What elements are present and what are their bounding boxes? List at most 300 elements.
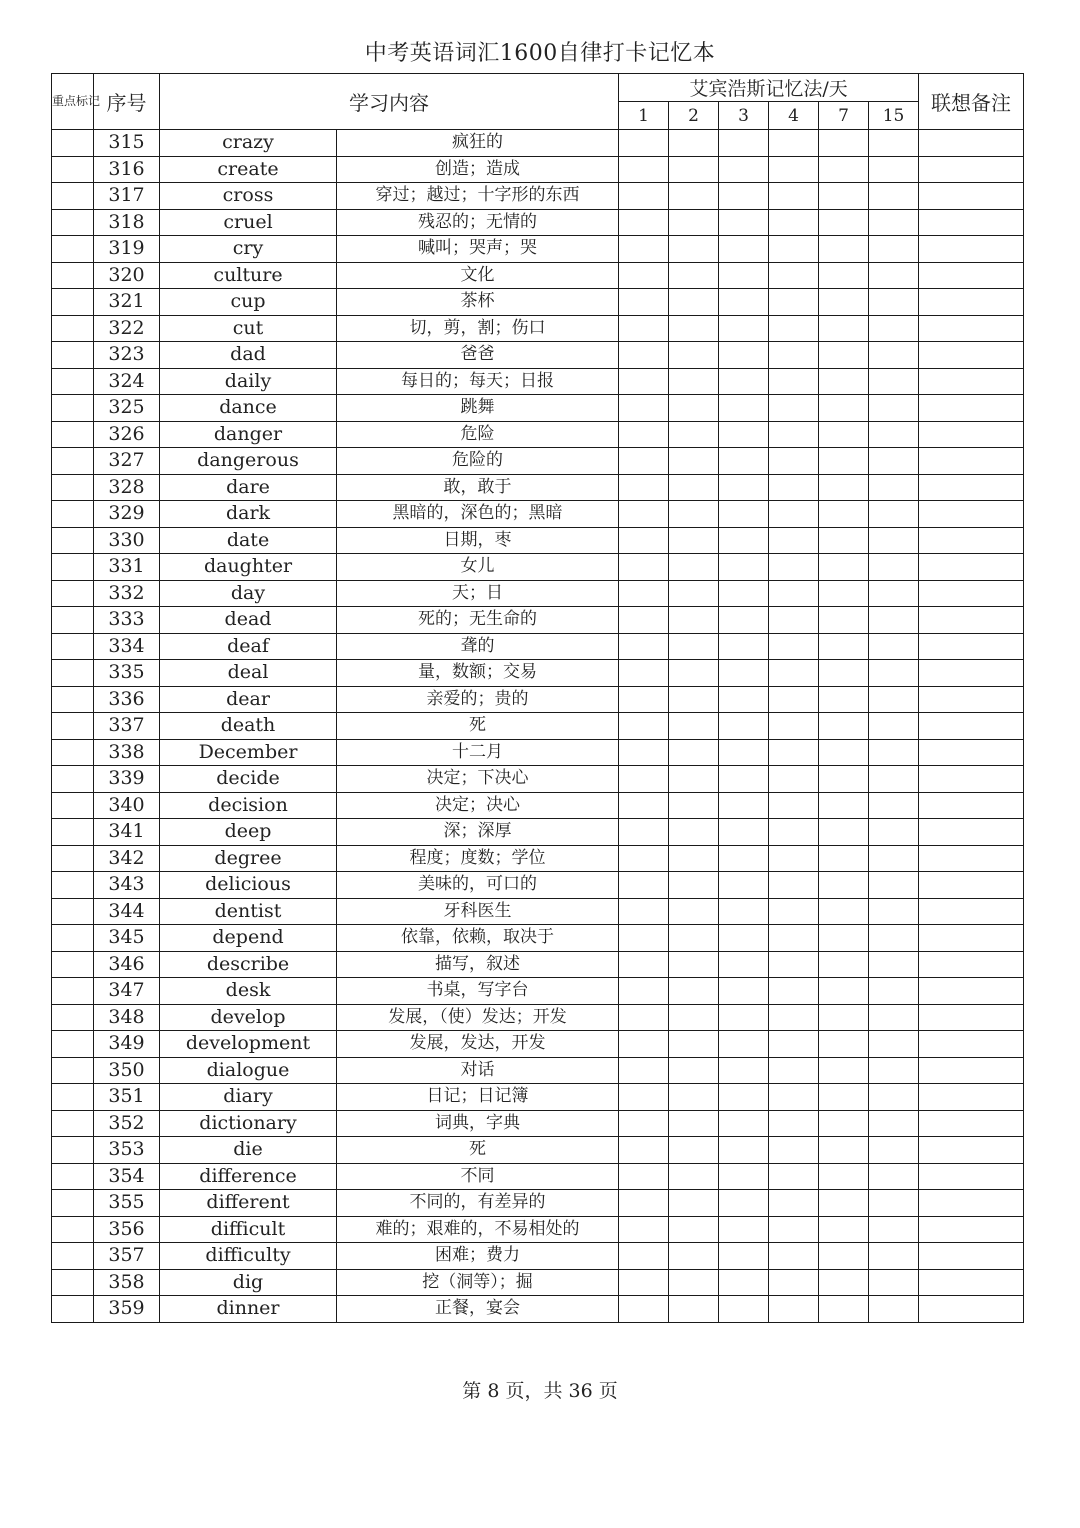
- checkin-cell-day-4[interactable]: [769, 1110, 819, 1137]
- notes-cell[interactable]: [919, 209, 1024, 236]
- checkin-cell-day-7[interactable]: [819, 421, 869, 448]
- mark-cell[interactable]: [52, 474, 94, 501]
- mark-cell[interactable]: [52, 527, 94, 554]
- checkin-cell-day-1[interactable]: [619, 527, 669, 554]
- checkin-cell-day-3[interactable]: [719, 925, 769, 952]
- mark-cell[interactable]: [52, 739, 94, 766]
- checkin-cell-day-3[interactable]: [719, 183, 769, 210]
- checkin-cell-day-7[interactable]: [819, 713, 869, 740]
- notes-cell[interactable]: [919, 315, 1024, 342]
- checkin-cell-day-7[interactable]: [819, 209, 869, 236]
- checkin-cell-day-1[interactable]: [619, 1216, 669, 1243]
- checkin-cell-day-15[interactable]: [869, 554, 919, 581]
- checkin-cell-day-4[interactable]: [769, 501, 819, 528]
- checkin-cell-day-15[interactable]: [869, 342, 919, 369]
- notes-cell[interactable]: [919, 1296, 1024, 1323]
- checkin-cell-day-7[interactable]: [819, 262, 869, 289]
- checkin-cell-day-15[interactable]: [869, 1269, 919, 1296]
- checkin-cell-day-3[interactable]: [719, 1216, 769, 1243]
- mark-cell[interactable]: [52, 607, 94, 634]
- notes-cell[interactable]: [919, 845, 1024, 872]
- checkin-cell-day-7[interactable]: [819, 130, 869, 157]
- checkin-cell-day-7[interactable]: [819, 898, 869, 925]
- checkin-cell-day-4[interactable]: [769, 342, 819, 369]
- mark-cell[interactable]: [52, 448, 94, 475]
- checkin-cell-day-15[interactable]: [869, 1084, 919, 1111]
- notes-cell[interactable]: [919, 978, 1024, 1005]
- checkin-cell-day-2[interactable]: [669, 845, 719, 872]
- checkin-cell-day-15[interactable]: [869, 395, 919, 422]
- checkin-cell-day-2[interactable]: [669, 660, 719, 687]
- checkin-cell-day-4[interactable]: [769, 474, 819, 501]
- checkin-cell-day-2[interactable]: [669, 607, 719, 634]
- checkin-cell-day-2[interactable]: [669, 819, 719, 846]
- checkin-cell-day-15[interactable]: [869, 1163, 919, 1190]
- checkin-cell-day-7[interactable]: [819, 792, 869, 819]
- checkin-cell-day-3[interactable]: [719, 792, 769, 819]
- checkin-cell-day-15[interactable]: [869, 607, 919, 634]
- checkin-cell-day-7[interactable]: [819, 1163, 869, 1190]
- notes-cell[interactable]: [919, 819, 1024, 846]
- checkin-cell-day-3[interactable]: [719, 474, 769, 501]
- checkin-cell-day-7[interactable]: [819, 395, 869, 422]
- checkin-cell-day-3[interactable]: [719, 1137, 769, 1164]
- checkin-cell-day-1[interactable]: [619, 1031, 669, 1058]
- mark-cell[interactable]: [52, 236, 94, 263]
- checkin-cell-day-2[interactable]: [669, 1004, 719, 1031]
- checkin-cell-day-3[interactable]: [719, 209, 769, 236]
- checkin-cell-day-7[interactable]: [819, 978, 869, 1005]
- checkin-cell-day-1[interactable]: [619, 342, 669, 369]
- mark-cell[interactable]: [52, 554, 94, 581]
- checkin-cell-day-4[interactable]: [769, 978, 819, 1005]
- checkin-cell-day-2[interactable]: [669, 713, 719, 740]
- checkin-cell-day-1[interactable]: [619, 1269, 669, 1296]
- checkin-cell-day-2[interactable]: [669, 236, 719, 263]
- checkin-cell-day-3[interactable]: [719, 262, 769, 289]
- mark-cell[interactable]: [52, 1031, 94, 1058]
- checkin-cell-day-3[interactable]: [719, 660, 769, 687]
- mark-cell[interactable]: [52, 819, 94, 846]
- checkin-cell-day-1[interactable]: [619, 1110, 669, 1137]
- checkin-cell-day-7[interactable]: [819, 1190, 869, 1217]
- checkin-cell-day-2[interactable]: [669, 156, 719, 183]
- checkin-cell-day-1[interactable]: [619, 633, 669, 660]
- checkin-cell-day-1[interactable]: [619, 792, 669, 819]
- checkin-cell-day-7[interactable]: [819, 633, 869, 660]
- checkin-cell-day-2[interactable]: [669, 474, 719, 501]
- checkin-cell-day-3[interactable]: [719, 368, 769, 395]
- checkin-cell-day-1[interactable]: [619, 739, 669, 766]
- mark-cell[interactable]: [52, 845, 94, 872]
- checkin-cell-day-1[interactable]: [619, 951, 669, 978]
- mark-cell[interactable]: [52, 262, 94, 289]
- checkin-cell-day-15[interactable]: [869, 183, 919, 210]
- mark-cell[interactable]: [52, 925, 94, 952]
- mark-cell[interactable]: [52, 766, 94, 793]
- checkin-cell-day-7[interactable]: [819, 607, 869, 634]
- mark-cell[interactable]: [52, 1084, 94, 1111]
- notes-cell[interactable]: [919, 262, 1024, 289]
- checkin-cell-day-15[interactable]: [869, 792, 919, 819]
- mark-cell[interactable]: [52, 898, 94, 925]
- notes-cell[interactable]: [919, 1057, 1024, 1084]
- checkin-cell-day-4[interactable]: [769, 792, 819, 819]
- checkin-cell-day-15[interactable]: [869, 1110, 919, 1137]
- checkin-cell-day-3[interactable]: [719, 872, 769, 899]
- checkin-cell-day-3[interactable]: [719, 1163, 769, 1190]
- checkin-cell-day-15[interactable]: [869, 580, 919, 607]
- checkin-cell-day-4[interactable]: [769, 1296, 819, 1323]
- checkin-cell-day-2[interactable]: [669, 527, 719, 554]
- notes-cell[interactable]: [919, 342, 1024, 369]
- checkin-cell-day-2[interactable]: [669, 1269, 719, 1296]
- checkin-cell-day-1[interactable]: [619, 872, 669, 899]
- mark-cell[interactable]: [52, 713, 94, 740]
- checkin-cell-day-15[interactable]: [869, 315, 919, 342]
- checkin-cell-day-1[interactable]: [619, 183, 669, 210]
- mark-cell[interactable]: [52, 1243, 94, 1270]
- checkin-cell-day-3[interactable]: [719, 1243, 769, 1270]
- checkin-cell-day-4[interactable]: [769, 395, 819, 422]
- mark-cell[interactable]: [52, 421, 94, 448]
- checkin-cell-day-4[interactable]: [769, 1190, 819, 1217]
- mark-cell[interactable]: [52, 1190, 94, 1217]
- checkin-cell-day-4[interactable]: [769, 421, 819, 448]
- checkin-cell-day-2[interactable]: [669, 925, 719, 952]
- checkin-cell-day-1[interactable]: [619, 474, 669, 501]
- checkin-cell-day-3[interactable]: [719, 633, 769, 660]
- checkin-cell-day-3[interactable]: [719, 607, 769, 634]
- checkin-cell-day-15[interactable]: [869, 845, 919, 872]
- checkin-cell-day-1[interactable]: [619, 236, 669, 263]
- checkin-cell-day-7[interactable]: [819, 236, 869, 263]
- checkin-cell-day-7[interactable]: [819, 156, 869, 183]
- mark-cell[interactable]: [52, 1137, 94, 1164]
- checkin-cell-day-1[interactable]: [619, 315, 669, 342]
- checkin-cell-day-3[interactable]: [719, 1004, 769, 1031]
- checkin-cell-day-7[interactable]: [819, 1137, 869, 1164]
- checkin-cell-day-4[interactable]: [769, 872, 819, 899]
- notes-cell[interactable]: [919, 607, 1024, 634]
- checkin-cell-day-7[interactable]: [819, 660, 869, 687]
- checkin-cell-day-4[interactable]: [769, 766, 819, 793]
- checkin-cell-day-4[interactable]: [769, 1004, 819, 1031]
- checkin-cell-day-15[interactable]: [869, 872, 919, 899]
- checkin-cell-day-1[interactable]: [619, 1190, 669, 1217]
- checkin-cell-day-1[interactable]: [619, 1296, 669, 1323]
- checkin-cell-day-7[interactable]: [819, 1057, 869, 1084]
- checkin-cell-day-15[interactable]: [869, 1243, 919, 1270]
- checkin-cell-day-7[interactable]: [819, 951, 869, 978]
- checkin-cell-day-7[interactable]: [819, 1084, 869, 1111]
- checkin-cell-day-2[interactable]: [669, 289, 719, 316]
- checkin-cell-day-3[interactable]: [719, 315, 769, 342]
- mark-cell[interactable]: [52, 130, 94, 157]
- checkin-cell-day-1[interactable]: [619, 395, 669, 422]
- checkin-cell-day-2[interactable]: [669, 1243, 719, 1270]
- checkin-cell-day-4[interactable]: [769, 130, 819, 157]
- checkin-cell-day-3[interactable]: [719, 580, 769, 607]
- notes-cell[interactable]: [919, 792, 1024, 819]
- notes-cell[interactable]: [919, 580, 1024, 607]
- checkin-cell-day-3[interactable]: [719, 527, 769, 554]
- checkin-cell-day-3[interactable]: [719, 766, 769, 793]
- checkin-cell-day-15[interactable]: [869, 898, 919, 925]
- checkin-cell-day-1[interactable]: [619, 607, 669, 634]
- checkin-cell-day-2[interactable]: [669, 1057, 719, 1084]
- mark-cell[interactable]: [52, 872, 94, 899]
- checkin-cell-day-3[interactable]: [719, 554, 769, 581]
- notes-cell[interactable]: [919, 925, 1024, 952]
- checkin-cell-day-15[interactable]: [869, 130, 919, 157]
- mark-cell[interactable]: [52, 1163, 94, 1190]
- checkin-cell-day-7[interactable]: [819, 1243, 869, 1270]
- checkin-cell-day-4[interactable]: [769, 527, 819, 554]
- checkin-cell-day-4[interactable]: [769, 1031, 819, 1058]
- checkin-cell-day-2[interactable]: [669, 686, 719, 713]
- checkin-cell-day-3[interactable]: [719, 1296, 769, 1323]
- checkin-cell-day-7[interactable]: [819, 474, 869, 501]
- checkin-cell-day-1[interactable]: [619, 925, 669, 952]
- checkin-cell-day-2[interactable]: [669, 1216, 719, 1243]
- notes-cell[interactable]: [919, 686, 1024, 713]
- checkin-cell-day-3[interactable]: [719, 236, 769, 263]
- checkin-cell-day-1[interactable]: [619, 766, 669, 793]
- notes-cell[interactable]: [919, 395, 1024, 422]
- checkin-cell-day-2[interactable]: [669, 501, 719, 528]
- checkin-cell-day-7[interactable]: [819, 183, 869, 210]
- notes-cell[interactable]: [919, 713, 1024, 740]
- checkin-cell-day-3[interactable]: [719, 739, 769, 766]
- checkin-cell-day-7[interactable]: [819, 342, 869, 369]
- checkin-cell-day-15[interactable]: [869, 633, 919, 660]
- checkin-cell-day-4[interactable]: [769, 951, 819, 978]
- checkin-cell-day-4[interactable]: [769, 554, 819, 581]
- checkin-cell-day-7[interactable]: [819, 1296, 869, 1323]
- checkin-cell-day-4[interactable]: [769, 633, 819, 660]
- checkin-cell-day-7[interactable]: [819, 448, 869, 475]
- checkin-cell-day-2[interactable]: [669, 1031, 719, 1058]
- checkin-cell-day-1[interactable]: [619, 1137, 669, 1164]
- checkin-cell-day-15[interactable]: [869, 951, 919, 978]
- checkin-cell-day-3[interactable]: [719, 713, 769, 740]
- checkin-cell-day-2[interactable]: [669, 898, 719, 925]
- notes-cell[interactable]: [919, 156, 1024, 183]
- checkin-cell-day-3[interactable]: [719, 342, 769, 369]
- checkin-cell-day-15[interactable]: [869, 1296, 919, 1323]
- checkin-cell-day-15[interactable]: [869, 686, 919, 713]
- checkin-cell-day-4[interactable]: [769, 289, 819, 316]
- checkin-cell-day-4[interactable]: [769, 1137, 819, 1164]
- checkin-cell-day-2[interactable]: [669, 1110, 719, 1137]
- mark-cell[interactable]: [52, 1269, 94, 1296]
- checkin-cell-day-4[interactable]: [769, 1216, 819, 1243]
- checkin-cell-day-7[interactable]: [819, 501, 869, 528]
- checkin-cell-day-15[interactable]: [869, 739, 919, 766]
- notes-cell[interactable]: [919, 872, 1024, 899]
- checkin-cell-day-1[interactable]: [619, 448, 669, 475]
- checkin-cell-day-7[interactable]: [819, 739, 869, 766]
- checkin-cell-day-3[interactable]: [719, 978, 769, 1005]
- notes-cell[interactable]: [919, 501, 1024, 528]
- checkin-cell-day-2[interactable]: [669, 1163, 719, 1190]
- notes-cell[interactable]: [919, 1190, 1024, 1217]
- checkin-cell-day-2[interactable]: [669, 766, 719, 793]
- checkin-cell-day-4[interactable]: [769, 660, 819, 687]
- checkin-cell-day-2[interactable]: [669, 183, 719, 210]
- mark-cell[interactable]: [52, 183, 94, 210]
- checkin-cell-day-7[interactable]: [819, 580, 869, 607]
- checkin-cell-day-15[interactable]: [869, 660, 919, 687]
- checkin-cell-day-3[interactable]: [719, 845, 769, 872]
- checkin-cell-day-4[interactable]: [769, 1057, 819, 1084]
- notes-cell[interactable]: [919, 527, 1024, 554]
- checkin-cell-day-3[interactable]: [719, 130, 769, 157]
- checkin-cell-day-3[interactable]: [719, 289, 769, 316]
- checkin-cell-day-15[interactable]: [869, 156, 919, 183]
- checkin-cell-day-7[interactable]: [819, 315, 869, 342]
- mark-cell[interactable]: [52, 951, 94, 978]
- notes-cell[interactable]: [919, 448, 1024, 475]
- checkin-cell-day-15[interactable]: [869, 925, 919, 952]
- checkin-cell-day-2[interactable]: [669, 1137, 719, 1164]
- checkin-cell-day-3[interactable]: [719, 448, 769, 475]
- checkin-cell-day-1[interactable]: [619, 1057, 669, 1084]
- checkin-cell-day-2[interactable]: [669, 315, 719, 342]
- checkin-cell-day-3[interactable]: [719, 1084, 769, 1111]
- checkin-cell-day-4[interactable]: [769, 1163, 819, 1190]
- checkin-cell-day-15[interactable]: [869, 209, 919, 236]
- checkin-cell-day-3[interactable]: [719, 421, 769, 448]
- checkin-cell-day-4[interactable]: [769, 819, 819, 846]
- checkin-cell-day-1[interactable]: [619, 686, 669, 713]
- checkin-cell-day-2[interactable]: [669, 1084, 719, 1111]
- checkin-cell-day-2[interactable]: [669, 978, 719, 1005]
- checkin-cell-day-4[interactable]: [769, 686, 819, 713]
- checkin-cell-day-15[interactable]: [869, 978, 919, 1005]
- checkin-cell-day-7[interactable]: [819, 1269, 869, 1296]
- notes-cell[interactable]: [919, 183, 1024, 210]
- checkin-cell-day-2[interactable]: [669, 130, 719, 157]
- checkin-cell-day-1[interactable]: [619, 130, 669, 157]
- checkin-cell-day-4[interactable]: [769, 925, 819, 952]
- checkin-cell-day-4[interactable]: [769, 1269, 819, 1296]
- checkin-cell-day-3[interactable]: [719, 1057, 769, 1084]
- checkin-cell-day-4[interactable]: [769, 739, 819, 766]
- checkin-cell-day-1[interactable]: [619, 368, 669, 395]
- checkin-cell-day-1[interactable]: [619, 819, 669, 846]
- mark-cell[interactable]: [52, 686, 94, 713]
- mark-cell[interactable]: [52, 792, 94, 819]
- notes-cell[interactable]: [919, 766, 1024, 793]
- notes-cell[interactable]: [919, 421, 1024, 448]
- checkin-cell-day-2[interactable]: [669, 739, 719, 766]
- checkin-cell-day-15[interactable]: [869, 766, 919, 793]
- mark-cell[interactable]: [52, 633, 94, 660]
- checkin-cell-day-3[interactable]: [719, 951, 769, 978]
- checkin-cell-day-2[interactable]: [669, 951, 719, 978]
- checkin-cell-day-7[interactable]: [819, 1110, 869, 1137]
- notes-cell[interactable]: [919, 1110, 1024, 1137]
- checkin-cell-day-4[interactable]: [769, 209, 819, 236]
- checkin-cell-day-1[interactable]: [619, 845, 669, 872]
- checkin-cell-day-3[interactable]: [719, 156, 769, 183]
- notes-cell[interactable]: [919, 1004, 1024, 1031]
- mark-cell[interactable]: [52, 368, 94, 395]
- checkin-cell-day-7[interactable]: [819, 1004, 869, 1031]
- checkin-cell-day-15[interactable]: [869, 289, 919, 316]
- mark-cell[interactable]: [52, 1004, 94, 1031]
- checkin-cell-day-3[interactable]: [719, 819, 769, 846]
- checkin-cell-day-4[interactable]: [769, 580, 819, 607]
- mark-cell[interactable]: [52, 209, 94, 236]
- checkin-cell-day-3[interactable]: [719, 1031, 769, 1058]
- notes-cell[interactable]: [919, 1216, 1024, 1243]
- checkin-cell-day-1[interactable]: [619, 554, 669, 581]
- checkin-cell-day-4[interactable]: [769, 315, 819, 342]
- checkin-cell-day-15[interactable]: [869, 368, 919, 395]
- mark-cell[interactable]: [52, 1296, 94, 1323]
- checkin-cell-day-4[interactable]: [769, 1243, 819, 1270]
- mark-cell[interactable]: [52, 342, 94, 369]
- mark-cell[interactable]: [52, 1057, 94, 1084]
- notes-cell[interactable]: [919, 236, 1024, 263]
- mark-cell[interactable]: [52, 156, 94, 183]
- notes-cell[interactable]: [919, 739, 1024, 766]
- mark-cell[interactable]: [52, 978, 94, 1005]
- notes-cell[interactable]: [919, 898, 1024, 925]
- checkin-cell-day-4[interactable]: [769, 713, 819, 740]
- notes-cell[interactable]: [919, 1163, 1024, 1190]
- checkin-cell-day-2[interactable]: [669, 209, 719, 236]
- checkin-cell-day-1[interactable]: [619, 978, 669, 1005]
- checkin-cell-day-4[interactable]: [769, 845, 819, 872]
- notes-cell[interactable]: [919, 289, 1024, 316]
- checkin-cell-day-1[interactable]: [619, 1163, 669, 1190]
- notes-cell[interactable]: [919, 951, 1024, 978]
- checkin-cell-day-15[interactable]: [869, 448, 919, 475]
- checkin-cell-day-15[interactable]: [869, 474, 919, 501]
- checkin-cell-day-7[interactable]: [819, 872, 869, 899]
- checkin-cell-day-15[interactable]: [869, 819, 919, 846]
- checkin-cell-day-1[interactable]: [619, 421, 669, 448]
- notes-cell[interactable]: [919, 1269, 1024, 1296]
- checkin-cell-day-1[interactable]: [619, 713, 669, 740]
- checkin-cell-day-4[interactable]: [769, 607, 819, 634]
- checkin-cell-day-7[interactable]: [819, 819, 869, 846]
- checkin-cell-day-2[interactable]: [669, 421, 719, 448]
- checkin-cell-day-3[interactable]: [719, 686, 769, 713]
- checkin-cell-day-15[interactable]: [869, 262, 919, 289]
- checkin-cell-day-15[interactable]: [869, 1137, 919, 1164]
- checkin-cell-day-2[interactable]: [669, 262, 719, 289]
- mark-cell[interactable]: [52, 289, 94, 316]
- mark-cell[interactable]: [52, 501, 94, 528]
- checkin-cell-day-1[interactable]: [619, 209, 669, 236]
- checkin-cell-day-7[interactable]: [819, 289, 869, 316]
- checkin-cell-day-2[interactable]: [669, 342, 719, 369]
- checkin-cell-day-7[interactable]: [819, 368, 869, 395]
- checkin-cell-day-1[interactable]: [619, 262, 669, 289]
- checkin-cell-day-4[interactable]: [769, 448, 819, 475]
- notes-cell[interactable]: [919, 368, 1024, 395]
- checkin-cell-day-1[interactable]: [619, 1243, 669, 1270]
- notes-cell[interactable]: [919, 554, 1024, 581]
- checkin-cell-day-1[interactable]: [619, 501, 669, 528]
- mark-cell[interactable]: [52, 1216, 94, 1243]
- checkin-cell-day-3[interactable]: [719, 1269, 769, 1296]
